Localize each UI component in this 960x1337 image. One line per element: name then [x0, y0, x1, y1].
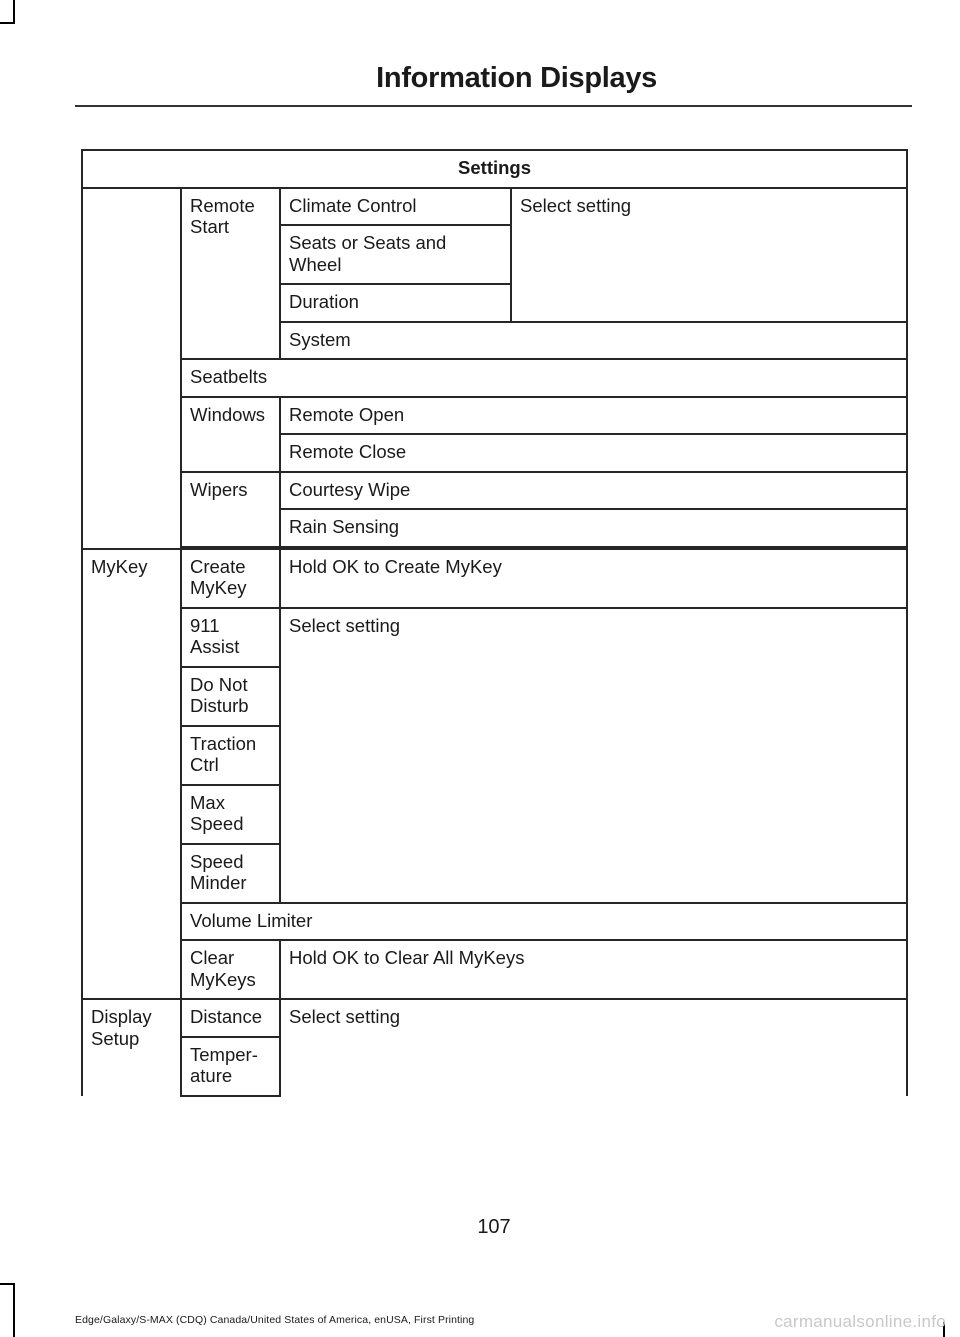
remote-start-label: Remote Start [181, 188, 280, 360]
settings-table-wrapper [81, 149, 908, 1097]
rain-sensing-label: Rain Sensing [280, 509, 907, 547]
seatbelts-label: Seatbelts [181, 359, 907, 397]
crop-mark-top-left-h [0, 22, 15, 24]
mykey-select-setting: Select setting [280, 608, 907, 903]
create-mykey-action: Hold OK to Create MyKey [280, 549, 907, 608]
windows-label: Windows [181, 397, 280, 472]
page-number: 107 [477, 1216, 511, 1238]
header-divider [75, 105, 912, 107]
settings-table [81, 149, 908, 1097]
seats-label: Seats or Seats and Wheel [280, 225, 511, 284]
crop-mark-top-left [13, 0, 15, 24]
remote-open-label: Remote Open [280, 397, 907, 435]
clear-mykeys-action: Hold OK to Clear All MyKeys [280, 940, 907, 999]
do-not-disturb-label: Do Not Disturb [181, 667, 280, 726]
max-speed-label: Max Speed [181, 785, 280, 844]
watermark: carmanualsonline.info [774, 1312, 946, 1331]
empty-group-cell [82, 188, 181, 549]
display-setup-label: Display Setup [82, 999, 181, 1096]
distance-label: Distance [181, 999, 280, 1037]
remote-start-select-setting: Select setting [511, 188, 907, 322]
create-mykey-label: Create MyKey [181, 549, 280, 608]
courtesy-wipe-label: Courtesy Wipe [280, 472, 907, 510]
assist-911-label: 911 Assist [181, 608, 280, 667]
display-select-setting: Select setting [280, 999, 907, 1096]
duration-label: Duration [280, 284, 511, 322]
table-caption: Settings [82, 150, 907, 188]
page-title: Information Displays [376, 62, 657, 94]
remote-close-label: Remote Close [280, 434, 907, 472]
crop-mark-bottom-left [13, 1283, 15, 1337]
clear-mykeys-label: Clear MyKeys [181, 940, 280, 999]
mykey-label: MyKey [82, 549, 181, 1000]
climate-control-label: Climate Control [280, 188, 511, 226]
speed-minder-label: Speed Minder [181, 844, 280, 903]
temperature-label: Temper-ature [181, 1037, 280, 1096]
crop-mark-bottom-left-h [0, 1283, 15, 1285]
volume-limiter-label: Volume Limiter [181, 903, 907, 941]
footer-text: Edge/Galaxy/S-MAX (CDQ) Canada/United States of America, enUSA, First Printing [75, 1314, 475, 1326]
system-label: System [280, 322, 907, 360]
traction-ctrl-label: Traction Ctrl [181, 726, 280, 785]
wipers-label: Wipers [181, 472, 280, 547]
